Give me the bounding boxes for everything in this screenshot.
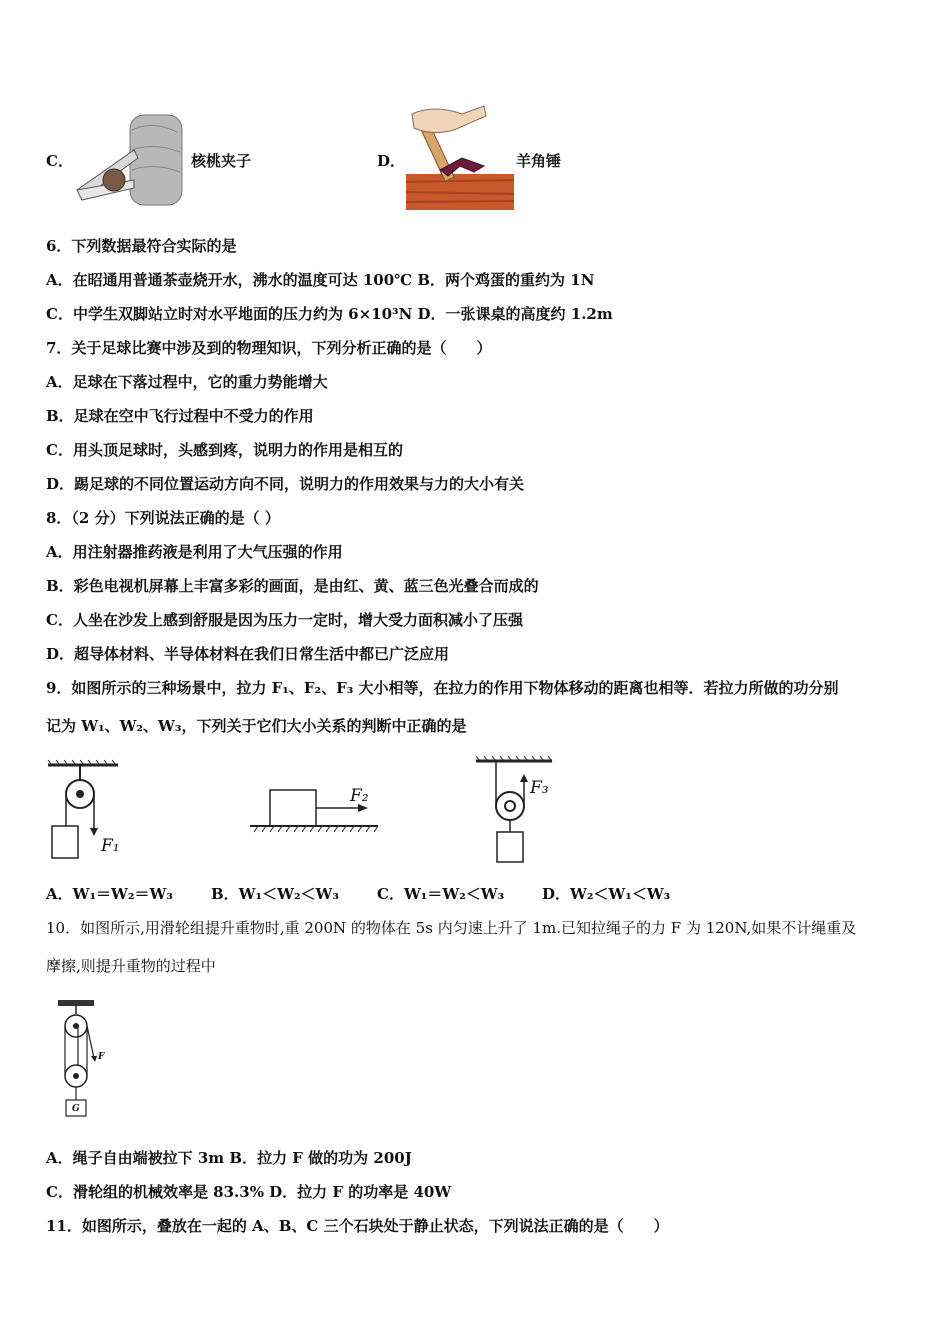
q7-option-b: B．足球在空中飞行过程中不受力的作用 [46, 407, 314, 425]
q9-movable-pulley-diagram [474, 756, 554, 864]
q9-option-b: B．W₁＜W₂＜W₃ [211, 885, 339, 903]
q10-stem-line1: 10．如图所示,用滑轮组提升重物时,重 200N 的物体在 5s 内匀速上升了 1m.已知拉绳子的力 F 为 120N,如果不计绳重及 [46, 919, 857, 937]
q10-g-label: G [72, 1104, 80, 1114]
q5-option-d-label: D． [377, 152, 406, 170]
q10-options-ab: A．绳子自由端被拉下 3m B．拉力 F 做的功为 200J [46, 1149, 412, 1167]
q9-f3-label: F₃ [530, 778, 549, 798]
q7-option-a: A．足球在下落过程中，它的重力势能增大 [46, 373, 328, 391]
nutcracker-image [72, 110, 190, 210]
q11-stem: 11．如图所示，叠放在一起的 A、B、C 三个石块处于静止状态，下列说法正确的是（ ） [46, 1217, 669, 1235]
q9-stem-line1: 9．如图所示的三种场景中，拉力 F₁、F₂、F₃ 大小相等，在拉力的作用下物体移动的距离也相等．若拉力所做的功分别 [46, 679, 839, 697]
q6-options-cd: C．中学生双脚站立时对水平地面的压力约为 6×10³N D．一张课桌的高度约 1.2m [46, 305, 613, 323]
q6-stem: 6．下列数据最符合实际的是 [46, 237, 237, 255]
q6-options-ab: A．在昭通用普通茶壶烧开水，沸水的温度可达 100℃ B．两个鸡蛋的重约为 1N [46, 271, 595, 289]
q9-option-d: D．W₂＜W₁＜W₃ [542, 885, 671, 903]
q7-option-d: D．踢足球的不同位置运动方向不同，说明力的作用效果与力的大小有关 [46, 475, 525, 493]
q9-f2-label: F₂ [350, 786, 369, 806]
q9-option-c: C．W₁＝W₂＜W₃ [377, 885, 505, 903]
q10-options-cd: C．滑轮组的机械效率是 83.3% D．拉力 F 的功率是 40W [46, 1183, 452, 1201]
q8-option-c: C．人坐在沙发上感到舒服是因为压力一定时，增大受力面积减小了压强 [46, 611, 523, 629]
q8-stem: 8．（2 分）下列说法正确的是（ ） [46, 509, 280, 527]
q7-stem: 7．关于足球比赛中涉及到的物理知识，下列分析正确的是（ ） [46, 339, 492, 357]
q7-option-c: C．用头顶足球时，头感到疼，说明力的作用是相互的 [46, 441, 403, 459]
q8-option-b: B．彩色电视机屏幕上丰富多彩的画面，是由红、黄、蓝三色光叠合而成的 [46, 577, 539, 595]
q5-option-c-label: C． [46, 152, 73, 170]
q8-option-a: A．用注射器推药液是利用了大气压强的作用 [46, 543, 343, 561]
q5-option-c-text: 核桃夹子 [191, 152, 252, 170]
q9-f1-label: F₁ [101, 836, 120, 856]
q5-option-d-text: 羊角锤 [516, 152, 562, 170]
claw-hammer-image [404, 100, 516, 212]
q8-option-d: D．超导体材料、半导体材料在我们日常生活中都已广泛应用 [46, 645, 450, 663]
q10-stem-line2: 摩擦,则提升重物的过程中 [46, 957, 216, 975]
q10-f-label: F [98, 1052, 105, 1062]
q10-pulley-block-diagram [56, 998, 116, 1120]
q9-stem-line2: 记为 W₁、W₂、W₃，下列关于它们大小关系的判断中正确的是 [46, 717, 467, 735]
q9-option-a: A．W₁＝W₂＝W₃ [46, 885, 173, 903]
